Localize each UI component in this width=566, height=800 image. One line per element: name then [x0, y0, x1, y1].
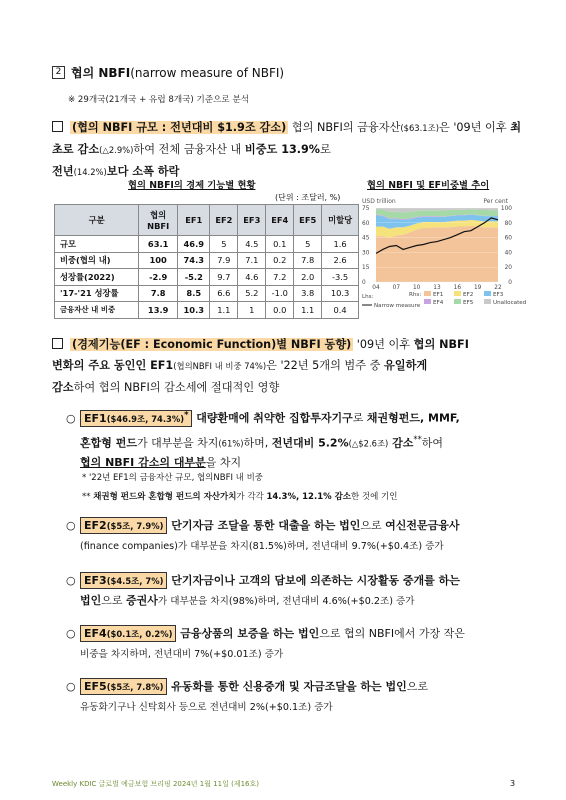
table-cell: 5 — [210, 236, 238, 253]
right-tick-label: 100 — [500, 206, 512, 212]
table-row — [55, 252, 359, 269]
right-axis-label: Per cent — [483, 198, 508, 205]
table-cell: 6.6 — [210, 285, 238, 302]
ef1-footnote-1: * '22년 EF1의 금융자산 규모, 협의NBFI 내 비중 — [82, 473, 264, 483]
table-cell: 10.3 — [322, 285, 359, 302]
right-tick-label: 40 — [504, 250, 512, 257]
circle-bullet-icon: ○ — [66, 411, 76, 425]
legend-swatch — [454, 291, 461, 296]
table-cell: 금융자산 내 비중 — [55, 302, 139, 319]
table-cell: '17-'21 성장률 — [55, 285, 139, 302]
table-row — [55, 236, 359, 253]
ef5-tag: EF5($5조, 7.8%) — [80, 678, 167, 695]
table-caption: 협의 NBFI의 경제 기능별 현황 — [128, 180, 256, 191]
legend-label: EF2 — [463, 292, 474, 298]
table-cell: -3.5 — [322, 269, 359, 286]
table-cell: 0.4 — [322, 302, 359, 319]
table-cell: -5.2 — [178, 269, 210, 286]
ef-status-table — [54, 204, 359, 319]
table-cell: 2.0 — [294, 269, 322, 286]
table-cell: 8.5 — [178, 285, 210, 302]
paragraph-narrow-nbfi-size: (협의 NBFI 규모 : 전년대비 $1.9조 감소) 협의 NBFI의 금융자산($63.1조)은 '09년 이후 최초로 감소(△2.9%)하여 전체 금융자산 내 비중도 13.9%로 전년(14.2%)보다 소폭 하락 — [52, 121, 521, 178]
legend-swatch — [454, 299, 461, 304]
legend-lhs: Lhs: — [362, 294, 374, 300]
footer-publication: Weekly KDIC 글로벌 예금보험 브리핑 2024년 1월 11일 (제16호) — [52, 780, 259, 788]
x-tick-label: 07 — [392, 285, 401, 291]
legend-label: EF5 — [463, 300, 474, 306]
legend-label: EF3 — [493, 292, 504, 298]
section-title — [52, 64, 284, 81]
right-tick-label: 20 — [504, 265, 512, 272]
legend-swatch — [484, 291, 491, 296]
table-cell: 7.9 — [210, 252, 238, 269]
chart-caption: 협의 NBFI 및 EF비중별 추이 — [367, 180, 490, 191]
ef4-tag: EF4($0.1조, 0.2%) — [80, 625, 176, 642]
right-tick-label: 80 — [504, 220, 512, 227]
table-cell: 1.1 — [294, 302, 322, 319]
table-cell: -1.0 — [266, 285, 294, 302]
chart-plot-area — [362, 206, 512, 291]
table-cell: 7.2 — [266, 269, 294, 286]
table-cell: 7.8 — [139, 285, 178, 302]
right-tick-label: 0 — [508, 280, 512, 286]
table-cell: 7.1 — [238, 252, 266, 269]
table-cell: 74.3 — [178, 252, 210, 269]
table-cell: 성장률(2022) — [55, 269, 139, 286]
table-cell: 1.6 — [322, 236, 359, 253]
x-tick-label: 04 — [372, 285, 380, 291]
circle-bullet-icon: ○ — [66, 680, 76, 693]
x-tick-label: 10 — [412, 285, 421, 291]
paragraph-ef-trend: (경제기능(EF : Economic Function)별 NBFI 동향) '09년 이후 협의 NBFI 변화의 주요 동인인 EF1(협의NBFI 내 비중 74%)은 '22년 5개의 범주 중 유일하게 감소하여 협의 NBFI의 감소세에 절대적인 영향 — [52, 338, 469, 394]
ef1-footnote-2: ** 채권형 펀드와 혼합형 펀드의 자산가치가 각각 14.3%, 12.1% 감소한 것에 기인 — [82, 492, 398, 502]
chart-legend — [362, 291, 527, 309]
bullet-ef2: ○ EF2($5조, 7.9%) 단기자금 조달을 통한 대출을 하는 법인으로 여신전문금융사 (finance companies)가 대부분을 차지(81.5%)하며, 전년대비 9.7%(+$0.4조) 증가 — [66, 516, 522, 557]
table-cell: 비중(협의 내) — [55, 252, 139, 269]
table-cell: 1.1 — [210, 302, 238, 319]
table-cell: 2.6 — [322, 252, 359, 269]
table-cell: 63.1 — [139, 236, 178, 253]
legend-swatch — [424, 291, 431, 296]
left-tick-label: 45 — [362, 235, 370, 242]
bullet-ef3: ○ EF3($4.5조, 7%) 단기자금이나 고객의 담보에 의존하는 시장활동 중개를 하는 법인으로 증권사가 대부분을 차지(98%)하며, 전년대비 4.6%(+$0.2조) 증가 — [66, 571, 522, 612]
ef2-tag: EF2($5조, 7.9%) — [80, 517, 167, 534]
table-header-cell: EF4 — [266, 205, 294, 236]
table-cell: 46.9 — [178, 236, 210, 253]
table-header-cell: EF5 — [294, 205, 322, 236]
legend-label: EF4 — [433, 300, 444, 306]
table-cell: 7.8 — [294, 252, 322, 269]
square-bullet-icon — [52, 338, 63, 349]
legend-line-label: Narrow measure — [374, 303, 421, 309]
table-header-cell: 구분 — [55, 205, 139, 236]
x-tick-label: 16 — [453, 285, 462, 291]
left-tick-label: 75 — [362, 206, 370, 212]
table-cell: 10.3 — [178, 302, 210, 319]
section-title-rest: (narrow measure of NBFI) — [130, 66, 285, 80]
table-header-cell: 협의 NBFI — [139, 205, 178, 236]
legend-swatch — [484, 299, 491, 304]
table-cell: 4.5 — [238, 236, 266, 253]
table-header-cell: EF3 — [238, 205, 266, 236]
section-title-bold: 협의 NBFI — [71, 66, 131, 80]
square-bullet-icon — [52, 121, 63, 132]
table-cell: 5.2 — [238, 285, 266, 302]
table-body — [55, 236, 359, 319]
ef1-tag: EF1($46.9조, 74.3%)* — [80, 410, 192, 427]
basis-note: ※ 29개국(21개국 + 유럽 8개국) 기준으로 분석 — [68, 95, 250, 105]
table-header-cell: EF1 — [178, 205, 210, 236]
table-cell: 4.6 — [238, 269, 266, 286]
legend-label: Unallocated — [493, 300, 527, 306]
left-tick-label: 30 — [362, 250, 370, 257]
table-cell: 3.8 — [294, 285, 322, 302]
table-header-cell: EF2 — [210, 205, 238, 236]
table-cell: -2.9 — [139, 269, 178, 286]
left-tick-label: 0 — [362, 280, 366, 286]
table-unit: (단위 : 조달러, %) — [275, 193, 341, 202]
table-cell: 0.1 — [266, 236, 294, 253]
left-tick-label: 60 — [362, 220, 370, 227]
circle-bullet-icon: ○ — [66, 519, 76, 532]
circle-bullet-icon: ○ — [66, 574, 76, 587]
table-cell: 0.2 — [266, 252, 294, 269]
x-tick-label: 22 — [494, 285, 502, 291]
legend-label: EF1 — [433, 292, 444, 298]
x-tick-label: 13 — [433, 285, 441, 291]
circle-bullet-icon: ○ — [66, 627, 76, 640]
section-number: 2 — [52, 66, 65, 79]
page-number: 3 — [510, 779, 516, 788]
table-row — [55, 269, 359, 286]
table-cell: 100 — [139, 252, 178, 269]
left-axis-label: USD trillion — [362, 198, 396, 205]
table-cell: 0.0 — [266, 302, 294, 319]
legend-rhs: Rhs: — [409, 292, 422, 298]
table-header-row — [55, 205, 359, 236]
legend-swatch — [424, 299, 431, 304]
table-cell: 9.7 — [210, 269, 238, 286]
table-cell: 13.9 — [139, 302, 178, 319]
table-cell: 규모 — [55, 236, 139, 253]
bullet-ef4: ○ EF4($0.1조, 0.2%) 금융상품의 보증을 하는 법인으로 협의 NBFI에서 가장 작은 비중을 차지하며, 전년대비 7%(+$0.01조) 증가 — [66, 624, 522, 665]
x-tick-label: 19 — [473, 285, 482, 291]
ef3-tag: EF3($4.5조, 7%) — [80, 572, 167, 589]
table-cell: 5 — [294, 236, 322, 253]
right-tick-label: 60 — [504, 235, 512, 242]
table-row — [55, 302, 359, 319]
table-cell: 1 — [238, 302, 266, 319]
bullet-ef1: ○ EF1($46.9조, 74.3%)* 대량환매에 취약한 집합투자기구로 채권형펀드, MMF, 혼합형 펀드가 대부분을 차지(61%)하며, 전년대비 5.2%(△$2.6조) 감소**하여 협의 NBFI 감소의 대부분을 차지 — [66, 409, 460, 470]
left-tick-label: 15 — [362, 265, 370, 272]
table-header-cell: 미할당 — [322, 205, 359, 236]
ef-share-chart — [362, 194, 527, 324]
bullet-ef5: ○ EF5($5조, 7.8%) 유동화를 통한 신용중개 및 자금조달을 하는 법인으로 유동화기구나 신탁회사 등으로 전년대비 2%(+$0.1조) 증가 — [66, 677, 522, 718]
table-row — [55, 285, 359, 302]
